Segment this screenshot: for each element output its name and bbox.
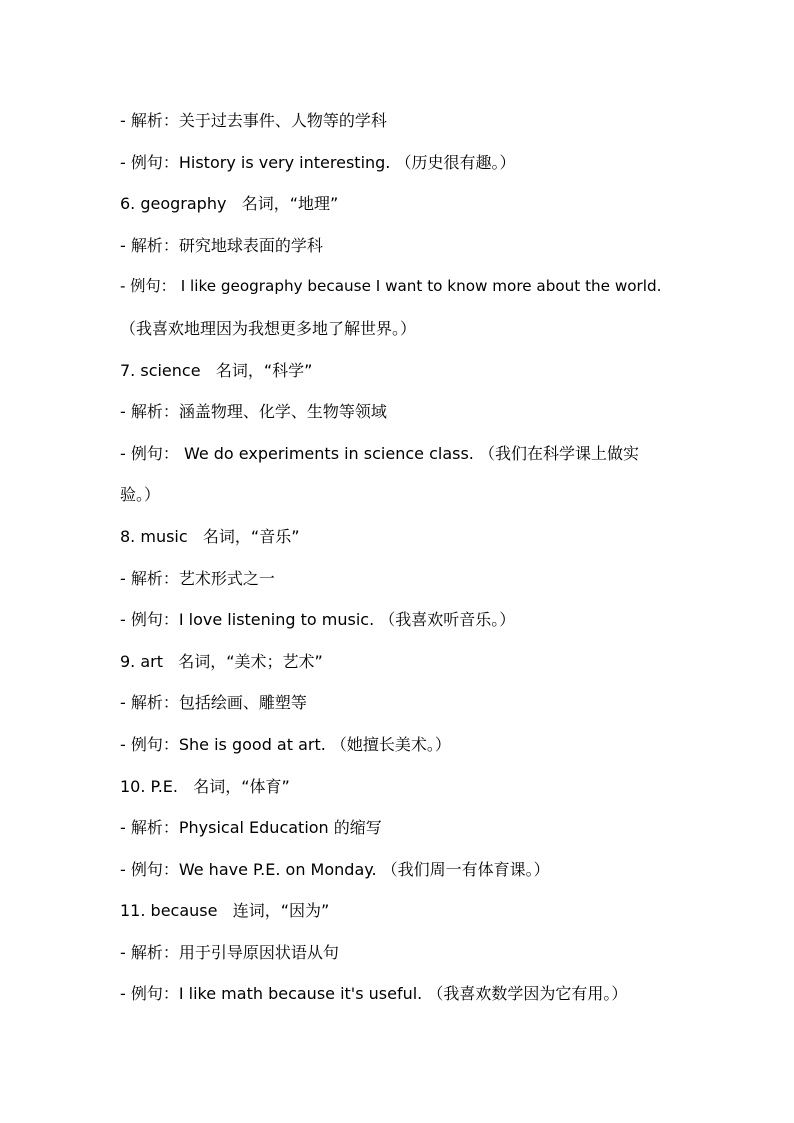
vocabulary-list [120, 100, 690, 1015]
pe-headword: 10. P.E. 名词，“体育” [120, 776, 290, 796]
because-example: - 例句：I like math because it's useful. （我喜欢数学因为它有用。） [120, 984, 628, 1004]
science-explanation: - 解析：涵盖物理、化学、生物等领域 [120, 402, 387, 422]
history-example: - 例句：History is very interesting. （历史很有趣。） [120, 152, 516, 172]
art-example: - 例句：She is good at art. （她擅长美术。） [120, 734, 451, 754]
art-explanation: - 解析：包括绘画、雕塑等 [120, 693, 307, 713]
pe-example: - 例句：We have P.E. on Monday. （我们周一有体育课。） [120, 859, 550, 879]
history-explanation: - 解析：关于过去事件、人物等的学科 [120, 111, 387, 130]
music-headword: 8. music 名词，“音乐” [120, 526, 300, 546]
pe-explanation: - 解析：Physical Education 的缩写 [120, 818, 382, 838]
geography-example: - 例句： I like geography because I want to know more about the world. [120, 277, 662, 296]
music-explanation: - 解析：艺术形式之一 [120, 568, 275, 588]
geography-headword: 6. geography 名词，“地理” [120, 194, 339, 214]
science-headword: 7. science 名词，“科学” [120, 360, 313, 380]
art-headword: 9. art 名词，“美术；艺术” [120, 651, 323, 671]
because-explanation: - 解析：用于引导原因状语从句 [120, 942, 339, 962]
music-example: - 例句：I love listening to music. （我喜欢听音乐。） [120, 610, 516, 630]
science-example: - 例句： We do experiments in science class. （我们在科学课上做实 [120, 443, 639, 463]
because-headword: 11. because 连词，“因为” [120, 901, 330, 921]
geography-example-translation: （我喜欢地理因为我想更多地了解世界。） [120, 318, 417, 338]
geography-explanation: - 解析：研究地球表面的学科 [120, 235, 323, 255]
science-example-continuation: 验。） [120, 485, 161, 505]
